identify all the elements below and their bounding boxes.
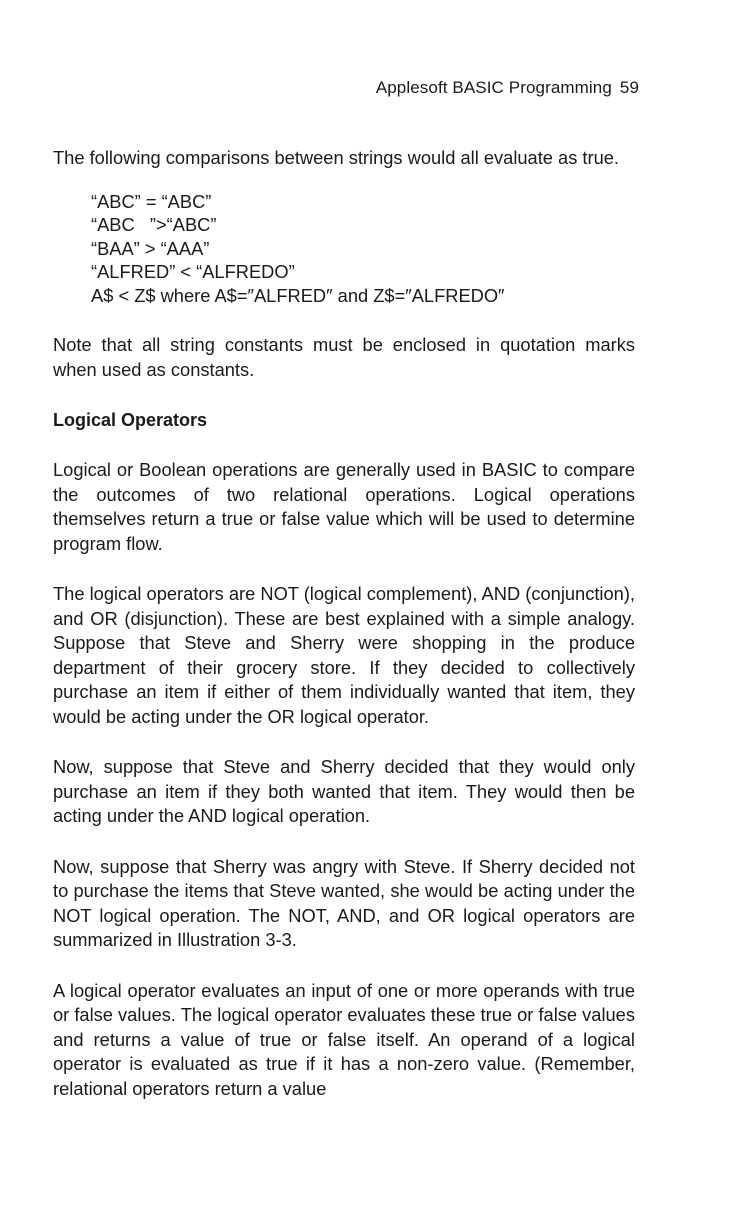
running-header — [376, 78, 639, 98]
section-heading: Logical Operators — [53, 410, 208, 431]
example-line: “ABC ”>“ABC” — [91, 214, 217, 236]
note-paragraph: Note that all string constants must be enclosed in quotation marks when used as constants. — [53, 334, 635, 380]
body-paragraph: The logical operators are NOT (logical complement), AND (conjunction), and OR (disjunction). These are best explained with a simple analogy. Suppose that Steve and Sherry were shopping in the produce department of their grocery store. If they decided to collectively purchase an item if either of them individually wanted that item, they would be acting under the OR logical operator. — [53, 583, 635, 727]
body-paragraph: Logical or Boolean operations are generally used in BASIC to compare the outcomes of two relational operations. Logical operations themselves return a true or false value which will be used to determine program flow. — [53, 459, 635, 554]
example-line: “ABC” = “ABC” — [91, 190, 212, 212]
body-paragraph: Now, suppose that Steve and Sherry decided that they would only purchase an item if they both wanted that item. They would then be acting under the AND logical operation. — [53, 756, 635, 827]
example-line: A$ < Z$ where A$=″ALFRED″ and Z$=″ALFREDO″ — [91, 284, 505, 306]
page-number: 59 — [619, 78, 639, 97]
string-comparison-examples — [53, 190, 635, 308]
running-title: Applesoft BASIC Programming — [375, 78, 612, 97]
body-paragraph: Now, suppose that Sherry was angry with Steve. If Sherry decided not to purchase the items that Steve wanted, she would be acting under the NOT logical operation. The NOT, AND, and OR logical operators are summarized in Illustration 3-3. — [53, 855, 635, 951]
example-line: “ALFRED” < “ALFREDO” — [91, 261, 295, 283]
body-paragraph: A logical operator evaluates an input of one or more operands with true or false values. The logical operator evaluates these true or false values and returns a value of true or false itself. An operand of a logical operator is evaluated as true if it has a non-zero value. (Remember, relational operators return a value — [53, 979, 635, 1099]
intro-paragraph: The following comparisons between strings would all evaluate as true. — [53, 147, 620, 168]
example-line: “BAA” > “AAA” — [91, 237, 210, 259]
page-body — [53, 146, 635, 1101]
